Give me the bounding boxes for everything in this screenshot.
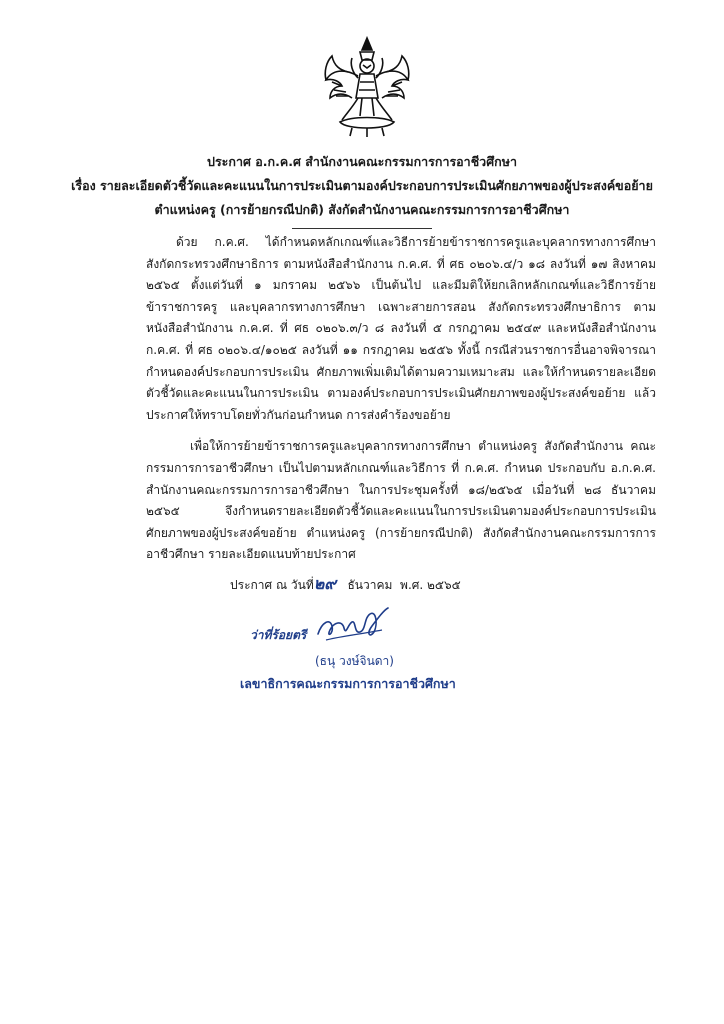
body-paragraph-2 [146,436,656,566]
header-line-1: ประกาศ อ.ก.ค.ศ สำนักงานคณะกรรมการการอาชีวศึกษา [207,154,517,169]
header-subject-line: เรื่อง รายละเอียดตัวชี้วัดและคะแนนในการประเมินตามองค์ประกอบการประเมินศักยภาพของผู้ประสงค์ขอย้าย [71,178,653,193]
header-separator [292,228,432,229]
announcement-header [40,150,684,229]
body-paragraph-2-text: เพื่อให้การย้ายข้าราชการครูและบุคลากรทางการศึกษา ตำแหน่งครู สังกัดสำนักงาน คณะกรรมการการอาชีวศึกษา เป็นไปตามหลักเกณฑ์และวิธีการ ที่ ก.ค.ศ. กำหนด ประกอบกับ อ.ก.ค.ศ. สำนักงานคณะกรรมการการอาชีวศึกษา ในการประชุมครั้งที่ ๑๘/๒๕๖๕ เมื่อวันที่ ๒๘ ธันวาคม ๒๕๖๕ จึงกำหนดรายละเอียดตัวชี้วัดและคะแนนในการประเมินตามองค์ประกอบการประเมินศักยภาพของผู้ประสงค์ขอย้าย ตำแหน่งครู (การย้ายกรณีปกติ) สังกัดสำนักงานคณะกรรมการการอาชีวศึกษา รายละเอียดแนบท้ายประกาศ [146,439,656,562]
announce-month-year: ธันวาคม พ.ศ. ๒๕๖๕ [347,578,461,592]
signer-rank: ว่าที่ร้อยตรี [250,628,307,642]
announce-day: ๒๙ [313,574,337,593]
body-paragraph-1-text: ด้วย ก.ค.ศ. ได้กำหนดหลักเกณฑ์และวิธีการย้ายข้าราชการครูและบุคลากรทางการศึกษา สังกัดกระทรวงศึกษาธิการ ตามหนังสือสำนักงาน ก.ค.ศ. ที่ ศธ ๐๒๐๖.๔/ว ๑๘ ลงวันที่ ๑๗ สิงหาคม ๒๕๖๕ ตั้งแต่วันที่ ๑ มกราคม ๒๕๖๖ เป็นต้นไป และมีมติให้ยกเลิกหลักเกณฑ์และวิธีการย้ายข้าราชการครู และบุคลากรทางการศึกษา เฉพาะสายการสอน สังกัดกระทรวงศึกษาธิการ ตามหนังสือสำนักงาน ก.ค.ศ. ที่ ศธ ๐๒๐๖.๓/ว ๘ ลงวันที่ ๕ กรกฎาคม ๒๕๔๙ และหนังสือสำนักงาน ก.ค.ศ. ที่ ศธ ๐๒๐๖.๔/๑๐๒๕ ลงวันที่ ๑๑ กรกฎาคม ๒๕๕๖ ทั้งนี้ กรณีส่วนราชการอื่นอาจพิจารณากำหนดองค์ประกอบการประเมิน ศักยภาพเพิ่มเติมได้ตามความเหมาะสม และให้กำหนดรายละเอียดตัวชี้วัดและคะแนนในการประเมิน ตามองค์ประกอบการประเมินศักยภาพของผู้ประสงค์ขอย้าย แล้วประกาศให้ทราบโดยทั่วกันก่อนกำหนด การส่งคำร้องขอย้าย [146,235,656,422]
body-paragraph-1 [146,232,656,426]
announce-prefix: ประกาศ ณ วันที่ [230,578,314,592]
header-line-3: ตำแหน่งครู (การย้ายกรณีปกติ) สังกัดสำนักงานคณะกรรมการการอาชีวศึกษา [154,202,570,217]
announcement-body [146,232,656,566]
garuda-emblem-icon [322,36,412,138]
signature-block [240,600,540,710]
handwritten-signature-icon [312,604,392,650]
announcement-date [230,572,461,597]
signer-position: เลขาธิการคณะกรรมการการอาชีวศึกษา [240,676,456,691]
signer-name: (ธนุ วงษ์จินดา) [315,654,394,668]
